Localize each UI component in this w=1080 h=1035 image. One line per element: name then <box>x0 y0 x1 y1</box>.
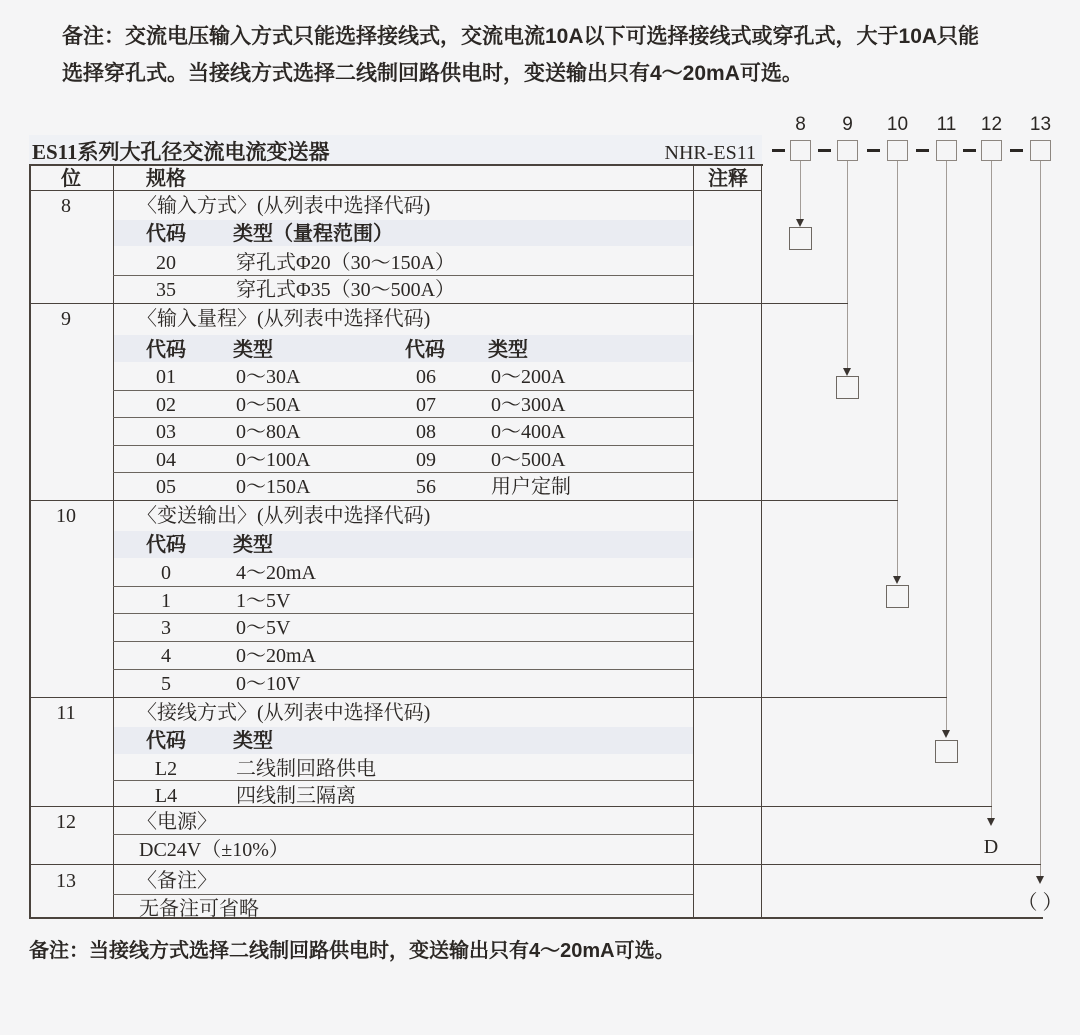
code-cell: 08 <box>416 421 436 443</box>
row-9-10-boundary <box>29 500 898 501</box>
row11-col-code: 代码 <box>146 730 186 752</box>
bottom-note: 备注：当接线方式选择二线制回路供电时，变送输出只有4～20mA可选。 <box>29 940 675 962</box>
leader-line-10 <box>897 161 898 577</box>
col-header-pos: 位 <box>61 168 81 190</box>
type-cell: 二线制回路供电 <box>236 758 376 780</box>
sub-line <box>113 780 693 781</box>
code-cell: 05 <box>156 476 176 498</box>
code-cell: 01 <box>156 366 176 388</box>
sub-line <box>113 641 693 642</box>
code-box-12 <box>981 140 1002 161</box>
row12-title: 〈电源〉 <box>137 811 217 833</box>
top-note-line2: 选择穿孔式。当接线方式选择二线制回路供电时，变送输出只有4～20mA可选。 <box>62 62 803 85</box>
dash-separator <box>1010 149 1023 152</box>
digit-label-12: 12 <box>980 114 1003 135</box>
type-cell: 四线制三隔离 <box>236 785 356 807</box>
code-cell: 06 <box>416 366 436 388</box>
row-8-9-boundary <box>29 303 848 304</box>
down-arrow-icon <box>987 818 995 826</box>
table-left-border <box>29 164 31 919</box>
row10-col-type: 类型 <box>233 534 273 556</box>
type-cell: 0～500A <box>491 449 566 471</box>
leader-line-9 <box>847 161 848 369</box>
leader-line-8 <box>800 161 801 220</box>
code-cell: 3 <box>161 617 171 639</box>
sub-line <box>113 445 693 446</box>
sub-line <box>113 894 693 895</box>
sub-line <box>113 472 693 473</box>
code-box-11 <box>936 140 957 161</box>
code-box-10 <box>887 140 908 161</box>
code-cell: L4 <box>154 785 178 807</box>
code-header-band-row11 <box>114 727 693 754</box>
code-header-band-row10 <box>114 531 693 558</box>
header-bottom-border <box>29 190 762 191</box>
leader-line-12 <box>991 161 992 819</box>
code-box-9 <box>837 140 858 161</box>
code-cell: 0 <box>161 562 171 584</box>
col-header-note: 注释 <box>708 168 748 190</box>
type-cell: 0～400A <box>491 421 566 443</box>
top-note-line1: 备注：交流电压输入方式只能选择接线式，交流电流10A以下可选择接线式或穿孔式，大于10A只能 <box>62 25 980 48</box>
type-cell: 穿孔式Φ20（30～150A） <box>236 252 456 274</box>
sub-line <box>113 613 693 614</box>
code-cell: L2 <box>154 758 178 780</box>
down-arrow-icon <box>843 368 851 376</box>
digit-label-11: 11 <box>936 114 957 135</box>
type-cell: 0～200A <box>491 366 566 388</box>
remark-fixed-value: （ ） <box>1017 892 1063 914</box>
code-header-band-row9 <box>114 335 693 362</box>
spec-note-divider <box>693 165 694 918</box>
code-value-box-8 <box>789 227 812 250</box>
row13-title: 〈备注〉 <box>137 870 217 892</box>
pos-value-9: 9 <box>61 308 71 330</box>
row11-col-type: 类型 <box>233 730 273 752</box>
type-cell: 穿孔式Φ35（30～500A） <box>236 279 456 301</box>
type-cell: 0～50A <box>236 394 301 416</box>
row8-title: 〈输入方式〉(从列表中选择代码) <box>137 195 431 217</box>
code-cell: 56 <box>416 476 436 498</box>
type-cell: 0～20mA <box>236 645 316 667</box>
code-box-8 <box>790 140 811 161</box>
code-cell: 1 <box>161 590 171 612</box>
down-arrow-icon <box>796 219 804 227</box>
digit-label-9: 9 <box>842 114 853 135</box>
row11-title: 〈接线方式〉(从列表中选择代码) <box>137 702 431 724</box>
row8-col-code: 代码 <box>146 223 186 245</box>
code-cell: 5 <box>161 673 171 695</box>
type-cell: 0～300A <box>491 394 566 416</box>
type-cell: 0～80A <box>236 421 301 443</box>
col-header-spec: 规格 <box>146 168 186 190</box>
row9-col-type2: 类型 <box>488 339 528 361</box>
code-header-band-row8 <box>114 220 693 246</box>
row-10-11-boundary <box>29 697 947 698</box>
row12-value: DC24V（±10%） <box>139 839 289 861</box>
code-cell: 03 <box>156 421 176 443</box>
code-value-box-9 <box>836 376 859 399</box>
code-cell: 35 <box>156 279 176 301</box>
code-cell: 02 <box>156 394 176 416</box>
dash-separator <box>772 149 785 152</box>
row9-col-code2: 代码 <box>405 339 445 361</box>
model-code: NHR-ES11 <box>664 142 756 164</box>
down-arrow-icon <box>893 576 901 584</box>
leader-line-13 <box>1040 161 1041 877</box>
type-cell: 4～20mA <box>236 562 316 584</box>
digit-label-10: 10 <box>886 114 909 135</box>
row10-col-code: 代码 <box>146 534 186 556</box>
down-arrow-icon <box>1036 876 1044 884</box>
dash-separator <box>818 149 831 152</box>
sub-line <box>113 390 693 391</box>
type-cell: 用户定制 <box>491 476 571 498</box>
type-cell: 0～5V <box>236 617 291 639</box>
down-arrow-icon <box>942 730 950 738</box>
code-value-box-10 <box>886 585 909 608</box>
sub-line <box>113 417 693 418</box>
leader-line-11 <box>946 161 947 731</box>
row-12-13-boundary <box>29 864 1041 865</box>
sub-line <box>113 586 693 587</box>
digit-label-13: 13 <box>1029 114 1052 135</box>
table-top-border <box>29 164 763 166</box>
dash-separator <box>916 149 929 152</box>
product-title: ES11系列大孔径交流电流变送器 <box>32 140 330 164</box>
row13-value: 无备注可省略 <box>139 898 259 920</box>
digit-label-8: 8 <box>795 114 806 135</box>
row8-col-type: 类型（量程范围） <box>233 223 393 245</box>
type-cell: 0～150A <box>236 476 311 498</box>
dash-separator <box>963 149 976 152</box>
pos-value-12: 12 <box>56 811 76 833</box>
row10-title: 〈变送输出〉(从列表中选择代码) <box>137 505 431 527</box>
pos-value-11: 11 <box>56 702 76 724</box>
pos-value-13: 13 <box>56 870 76 892</box>
type-cell: 0～30A <box>236 366 301 388</box>
code-cell: 09 <box>416 449 436 471</box>
type-cell: 0～10V <box>236 673 301 695</box>
pos-value-10: 10 <box>56 505 76 527</box>
code-cell: 07 <box>416 394 436 416</box>
table-right-border <box>761 165 762 918</box>
code-cell: 04 <box>156 449 176 471</box>
code-cell: 4 <box>161 645 171 667</box>
sub-line <box>113 669 693 670</box>
type-cell: 1～5V <box>236 590 291 612</box>
pos-value-8: 8 <box>61 195 71 217</box>
code-value-box-11 <box>935 740 958 763</box>
code-cell: 20 <box>156 252 176 274</box>
dash-separator <box>867 149 880 152</box>
type-cell: 0～100A <box>236 449 311 471</box>
row9-col-code1: 代码 <box>146 339 186 361</box>
code-box-13 <box>1030 140 1051 161</box>
row9-title: 〈输入量程〉(从列表中选择代码) <box>137 308 431 330</box>
row9-col-type1: 类型 <box>233 339 273 361</box>
power-fixed-value: D <box>983 836 999 858</box>
